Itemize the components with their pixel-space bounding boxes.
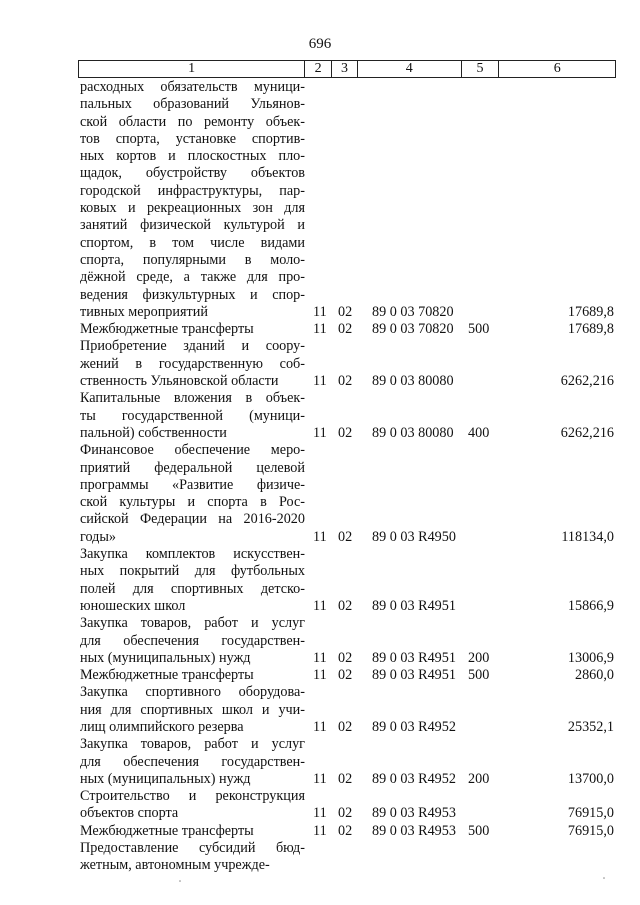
- description-line: тов спорта, установке спортив-: [80, 130, 305, 147]
- description-line: ных покрытий для футбольных: [80, 563, 305, 580]
- row-section-code: 11: [313, 667, 327, 684]
- row-section-code: 11: [313, 805, 327, 822]
- row-subsection-code: 02: [338, 321, 353, 338]
- description-line: пальных образований Ульянов-: [80, 96, 305, 113]
- row-subsection-code: 02: [338, 805, 353, 822]
- description-line: Закупка товаров, работ и услуг: [80, 615, 305, 632]
- description-line: Приобретение зданий и соору-: [80, 338, 305, 355]
- row-subsection-code: 02: [338, 424, 353, 441]
- description-line: ты государственной (муници-: [80, 407, 305, 424]
- row-target-article: 89 0 03 R4951: [372, 667, 456, 684]
- row-section-code: 11: [313, 303, 327, 320]
- header-col-3: 3: [332, 61, 358, 77]
- description-line: спорта, популярными в моло-: [80, 251, 305, 268]
- description-line: городской инфраструктуры, пар-: [80, 182, 305, 199]
- header-col-2: 2: [305, 61, 332, 77]
- row-target-article: 89 0 03 70820: [372, 321, 454, 338]
- description-line: сийской Федерации на 2016-2020: [80, 511, 305, 528]
- row-amount: 6262,216: [560, 373, 614, 390]
- row-expense-type: 200: [468, 770, 490, 787]
- row-expense-type: 500: [468, 321, 490, 338]
- description-line: Финансовое обеспечение меро-: [80, 442, 305, 459]
- description-line: Закупка комплектов искусствен-: [80, 546, 305, 563]
- description-line: юношеских школ: [80, 597, 186, 614]
- row-section-code: 11: [313, 321, 327, 338]
- row-subsection-code: 02: [338, 667, 353, 684]
- description-line: программы «Развитие физиче-: [80, 476, 305, 493]
- header-col-1: 1: [79, 61, 305, 77]
- row-subsection-code: 02: [338, 597, 353, 614]
- description-line: ственность Ульяновской области: [80, 373, 279, 390]
- description-line: для обеспечения государствен-: [80, 753, 305, 770]
- row-amount: 118134,0: [561, 528, 614, 545]
- row-target-article: 89 0 03 80080: [372, 424, 454, 441]
- row-section-code: 11: [313, 373, 327, 390]
- row-amount: 2860,0: [574, 667, 614, 684]
- description-line: пальной) собственности: [80, 424, 227, 441]
- row-amount: 6262,216: [560, 424, 614, 441]
- page-number: 696: [308, 36, 332, 52]
- description-line: Строительство и реконструкция: [80, 788, 305, 805]
- row-section-code: 11: [313, 528, 327, 545]
- row-section-code: 11: [313, 822, 327, 839]
- row-section-code: 11: [313, 649, 327, 666]
- description-line: дёжной среде, а также для про-: [80, 269, 305, 286]
- row-subsection-code: 02: [338, 528, 353, 545]
- row-target-article: 89 0 03 R4951: [372, 649, 456, 666]
- description-line: ния для спортивных школ и учи-: [80, 701, 305, 718]
- description-line: объектов спорта: [80, 805, 179, 822]
- row-amount: 13006,9: [567, 649, 614, 666]
- row-expense-type: 200: [468, 649, 490, 666]
- description-line: жений в государственную соб-: [80, 355, 305, 372]
- row-amount: 17689,8: [567, 321, 614, 338]
- description-line: Закупка товаров, работ и услуг: [80, 736, 305, 753]
- row-amount: 15866,9: [567, 597, 614, 614]
- description-line: для обеспечения государствен-: [80, 632, 305, 649]
- description-line: тивных мероприятий: [80, 303, 208, 320]
- row-section-code: 11: [313, 424, 327, 441]
- description-line: лищ олимпийского резерва: [80, 718, 244, 735]
- row-target-article: 89 0 03 80080: [372, 373, 454, 390]
- description-line: щадок, обустройству объектов: [80, 165, 305, 182]
- row-target-article: 89 0 03 R4952: [372, 770, 456, 787]
- row-section-code: 11: [313, 770, 327, 787]
- row-expense-type: 400: [468, 424, 490, 441]
- description-line: приятий федеральной целевой: [80, 459, 305, 476]
- row-amount: 25352,1: [567, 718, 614, 735]
- description-line: ведения физкультурных и спор-: [80, 286, 305, 303]
- description-line: ных (муниципальных) нужд: [80, 770, 251, 787]
- description-line: ской культуры и спорта в Рос-: [80, 494, 305, 511]
- row-amount: 76915,0: [567, 822, 614, 839]
- description-line: полей для спортивных детско-: [80, 580, 305, 597]
- description-line: расходных обязательств муници-: [80, 79, 305, 95]
- row-target-article: 89 0 03 R4951: [372, 597, 456, 614]
- description-line: Капитальные вложения в объек-: [80, 390, 305, 407]
- description-line: ковых и рекреационных зон для: [80, 200, 305, 217]
- description-line: Межбюджетные трансферты: [80, 822, 254, 839]
- description-line: годы»: [80, 528, 116, 545]
- description-line: Закупка спортивного оборудова-: [80, 684, 305, 701]
- row-subsection-code: 02: [338, 649, 353, 666]
- description-line: Межбюджетные трансферты: [80, 321, 254, 338]
- row-subsection-code: 02: [338, 718, 353, 735]
- description-line: Межбюджетные трансферты: [80, 667, 254, 684]
- row-subsection-code: 02: [338, 822, 353, 839]
- row-subsection-code: 02: [338, 373, 353, 390]
- row-amount: 76915,0: [567, 805, 614, 822]
- description-line: жетным, автономным учрежде-: [80, 857, 270, 874]
- row-subsection-code: 02: [338, 303, 353, 320]
- row-target-article: 89 0 03 R4950: [372, 528, 456, 545]
- header-col-4: 4: [358, 61, 462, 77]
- row-target-article: 89 0 03 R4953: [372, 822, 456, 839]
- row-subsection-code: 02: [338, 770, 353, 787]
- row-target-article: 89 0 03 R4952: [372, 718, 456, 735]
- header-col-6: 6: [553, 61, 561, 76]
- row-target-article: 89 0 03 70820: [372, 303, 454, 320]
- description-line: ных кортов и плоскостных пло-: [80, 148, 305, 165]
- description-line: ных (муниципальных) нужд: [80, 649, 251, 666]
- description-line: Предоставление субсидий бюд-: [80, 840, 305, 857]
- header-col-5: 5: [462, 61, 500, 77]
- row-amount: 13700,0: [567, 770, 614, 787]
- row-expense-type: 500: [468, 667, 490, 684]
- row-target-article: 89 0 03 R4953: [372, 805, 456, 822]
- row-amount: 17689,8: [567, 303, 614, 320]
- description-line: ской области по ремонту объек-: [80, 113, 305, 130]
- description-line: занятий физической культурой и: [80, 217, 305, 234]
- row-section-code: 11: [313, 597, 327, 614]
- row-expense-type: 500: [468, 822, 490, 839]
- description-line: спортом, в том числе видами: [80, 234, 305, 251]
- row-section-code: 11: [313, 718, 327, 735]
